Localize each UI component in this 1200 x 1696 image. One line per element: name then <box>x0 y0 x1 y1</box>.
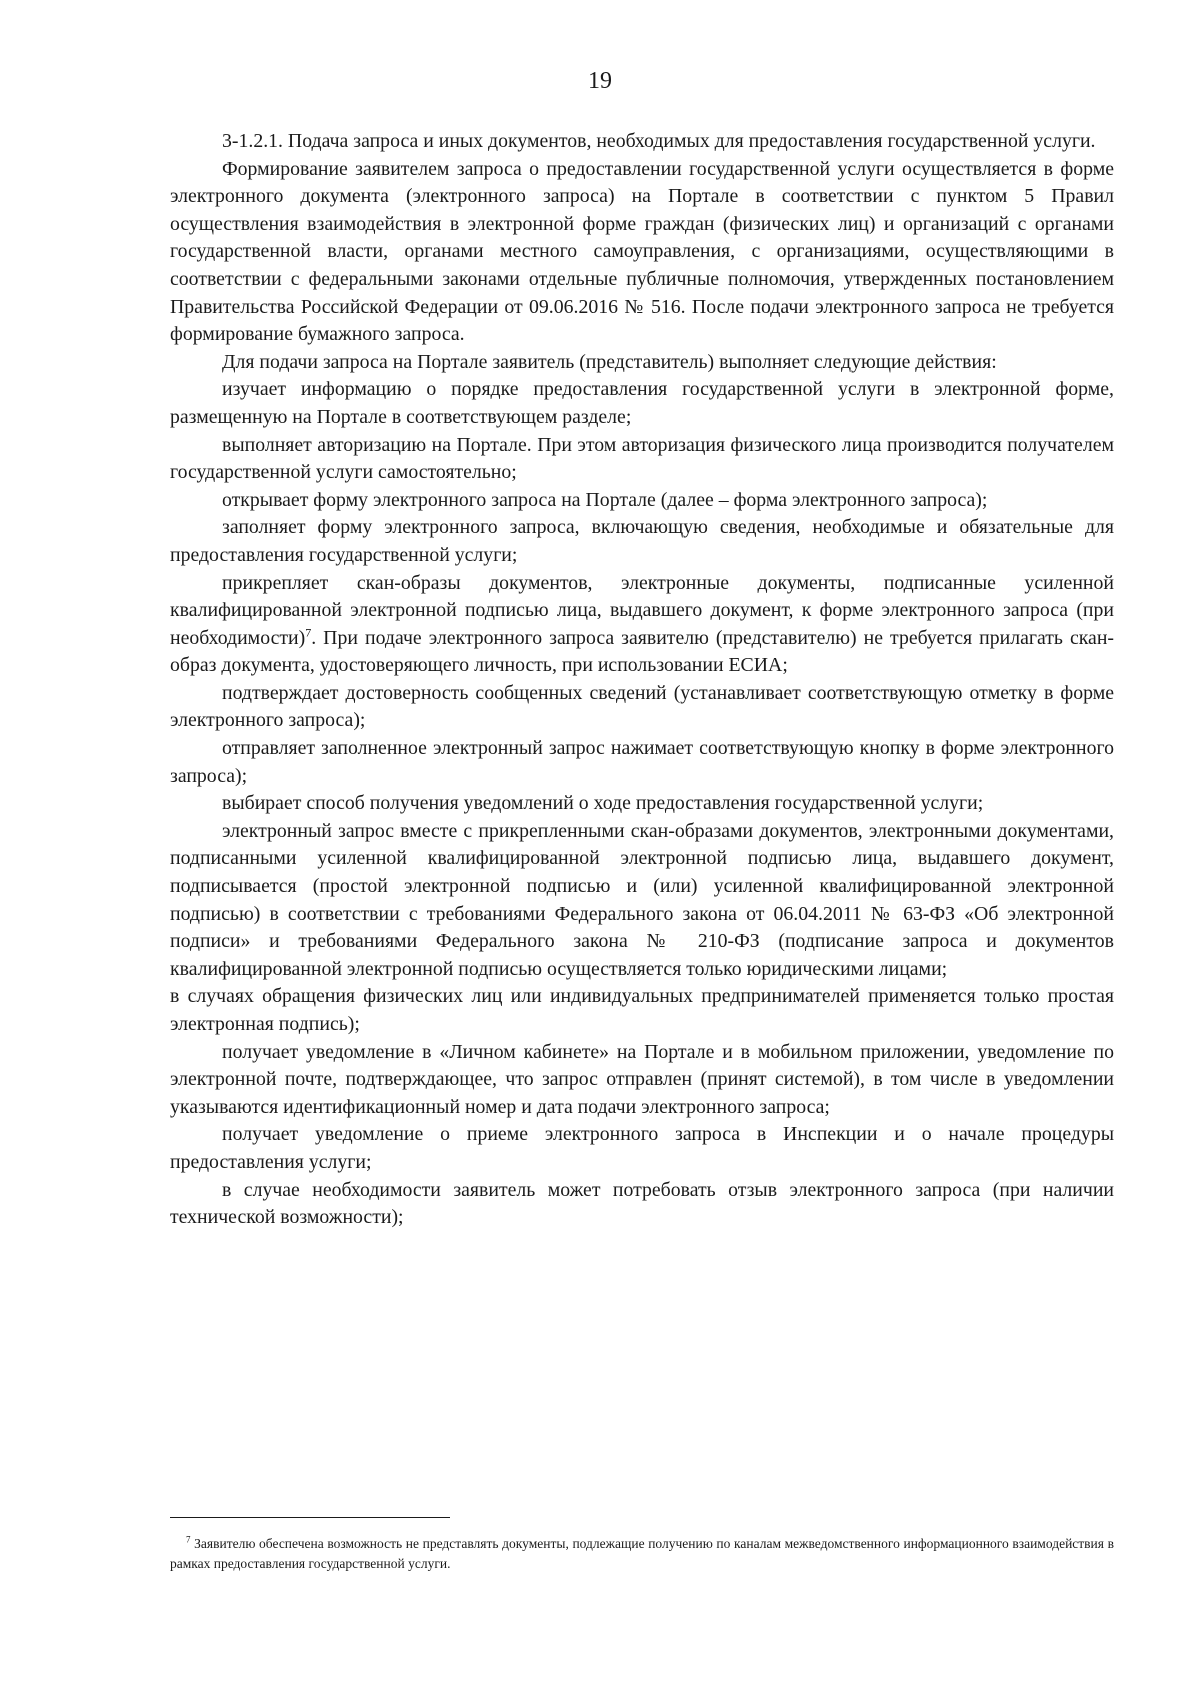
list-item: отправляет заполненное электронный запрос нажимает соответствующую кнопку в форме электронного запроса); <box>170 737 1114 787</box>
footnote-text: Заявителю обеспечена возможность не представлять документы, подлежащие получению по каналам межведомственного информационного взаимодействия в рамках предоставления государственной услуги. <box>170 1536 1115 1571</box>
footnote <box>170 1534 1114 1574</box>
list-item: в случаях обращения физических лиц или индивидуальных предпринимателей применяется только простая электронная подпись); <box>170 985 1114 1035</box>
footnote-reference: 7 <box>305 625 312 640</box>
list-item: получает уведомление в «Личном кабинете» на Портале и в мобильном приложении, уведомление по электронной почте, подтверждающее, что запрос отправлен (принят системой), в том числе в уведомлении указываются идентификационный номер и дата подачи электронного запроса; <box>170 1040 1114 1118</box>
paragraph: Формирование заявителем запроса о предоставлении государственной услуги осуществляется в форме электронного документа (электронного запроса) на Портале в соответствии с пунктом 5 Правил осуществления взаимодействия в электронной форме граждан (физических лиц) и организаций с органами государственной власти, органами местного самоуправления, с организациями, осуществляющими в соответствии с федеральными законами отдельные публичные полномочия, утвержденных постановлением Правительства Российской Федерации от 09.06.2016 № 516. После подачи электронного запроса не требуется формирование бумажного запроса. <box>170 157 1114 346</box>
page-number: 19 <box>588 68 612 94</box>
paragraph: Для подачи запроса на Портале заявитель (представитель) выполняет следующие действия: <box>222 350 997 373</box>
list-item <box>170 570 1114 680</box>
list-item: заполняет форму электронного запроса, включающую сведения, необходимые и обязательные для предоставления государственной услуги; <box>170 516 1114 566</box>
footnote-marker: 7 <box>186 1534 191 1545</box>
list-item: изучает информацию о порядке предоставления государственной услуги в электронной форме, размещенную на Портале в соответствующем разделе; <box>170 378 1114 428</box>
paragraph-text: . При подаче электронного запроса заявителю (представителю) не требуется прилагать скан-образ документа, удостоверяющего личность, при использовании ЕСИА; <box>170 626 1114 677</box>
list-item: получает уведомление о приеме электронного запроса в Инспекции и о начале процедуры предоставления услуги; <box>170 1123 1114 1173</box>
list-item: электронный запрос вместе с прикрепленными скан-образами документов, электронными документами, подписанными усиленной квалифицированной электронной подписью лица, выдавшего документ, подписывается (простой электронной подписью и (или) усиленной квалифицированной электронной подписью) в соответствии с требованиями Федерального закона от 06.04.2011 № 63-ФЗ «Об электронной подписи» и требованиями Федерального закона № 210-ФЗ (подписание запроса и документов квалифицированной электронной подписью осуществляется только юридическими лицами; <box>170 819 1114 980</box>
list-item: в случае необходимости заявитель может потребовать отзыв электронного запроса (при наличии технической возможности); <box>170 1178 1114 1229</box>
list-item: выполняет авторизацию на Портале. При этом авторизация физического лица производится получателем государственной услуги самостоятельно; <box>170 433 1114 484</box>
document-body <box>170 128 1114 1232</box>
list-item: выбирает способ получения уведомлений о ходе предоставления государственной услуги; <box>222 792 984 815</box>
list-item: подтверждает достоверность сообщенных сведений (устанавливает соответствующую отметку в форме электронного запроса); <box>170 681 1114 732</box>
footnote-separator <box>170 1517 450 1518</box>
list-item: открывает форму электронного запроса на Портале (далее – форма электронного запроса); <box>222 488 988 511</box>
paragraph-text: прикрепляет скан-образы документов, электронные документы, подписанные усиленной квалифицированной электронной подписью лица, выдавшего документ, к форме электронного запроса (при необходимости) <box>170 571 1114 649</box>
section-heading: 3-1.2.1. Подача запроса и иных документов, необходимых для предоставления государственной услуги. <box>222 130 1096 152</box>
